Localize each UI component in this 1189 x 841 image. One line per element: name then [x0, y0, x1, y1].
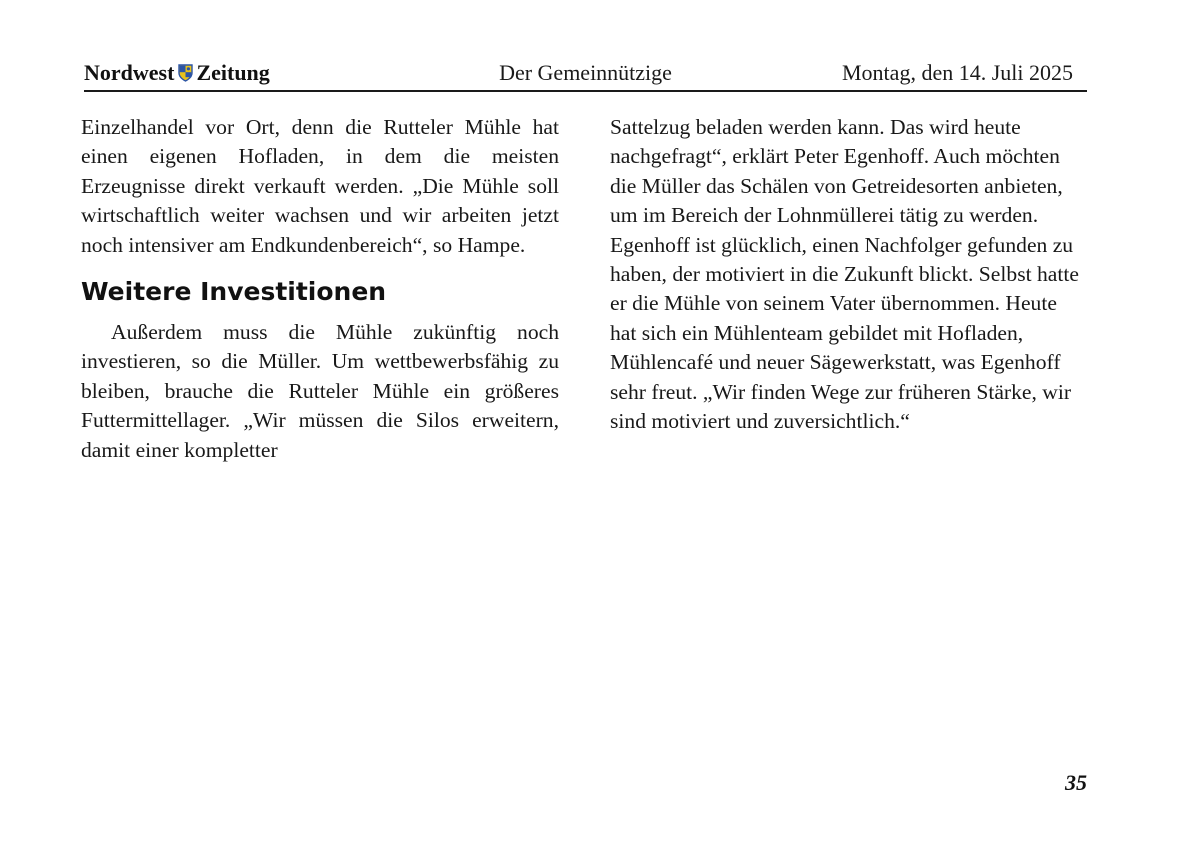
article-column-left: [81, 113, 559, 465]
newspaper-logo: [84, 60, 270, 86]
article-subheading: Weitere Investitionen: [81, 277, 387, 307]
brand-name-part1: Nordwest: [84, 60, 175, 85]
section-title: Der Gemeinnützige: [499, 60, 672, 85]
brand-name-part2: Zeitung: [196, 60, 270, 85]
page-header: [84, 60, 1087, 92]
article-paragraph: Sattelzug beladen werden kann. Das wird heute nachgefragt“, erklärt Peter Egenhoff. Auch möchten die Müller das Schälen von Getreidesorten anbieten, um im Bereich der Lohnmüllerei tätig zu werden. Egenhoff ist glücklich, einen Nachfolger gefunden zu haben, der motiviert in die Zukunft blickt. Selbst hatte er die Mühle von seinem Vater übernommen. Heute hat sich ein Mühlenteam gebildet mit Hofladen, Mühlencafé und neuer Sägewerkstatt, was Egenhoff sehr freut. „Wir finden Wege zur früheren Stärke, wir sind motiviert und zuversichtlich.“: [610, 115, 1079, 434]
article-paragraph: Einzelhandel vor Ort, denn die Rutteler Mühle hat einen eigenen Hofladen, in dem die meisten Erzeugnisse direkt verkauft werden. „Die Mühle soll wirtschaftlich weiter wachsen und wir arbeiten jetzt noch intensiver am Endkundenbereich“, so Hampe.: [81, 115, 559, 257]
page-number: 35: [1065, 770, 1087, 795]
article-paragraph: Außerdem muss die Mühle zukünftig noch investieren, so die Müller. Um wettbewerbsfähig zu bleiben, brauche die Rutteler Mühle ein größeres Futtermittellager. „Wir müssen die Silos erweitern, damit einer kompletter: [81, 320, 559, 462]
article-column-right: [610, 113, 1088, 436]
coat-of-arms-icon: [178, 64, 193, 82]
issue-date: Montag, den 14. Juli 2025: [842, 60, 1073, 85]
